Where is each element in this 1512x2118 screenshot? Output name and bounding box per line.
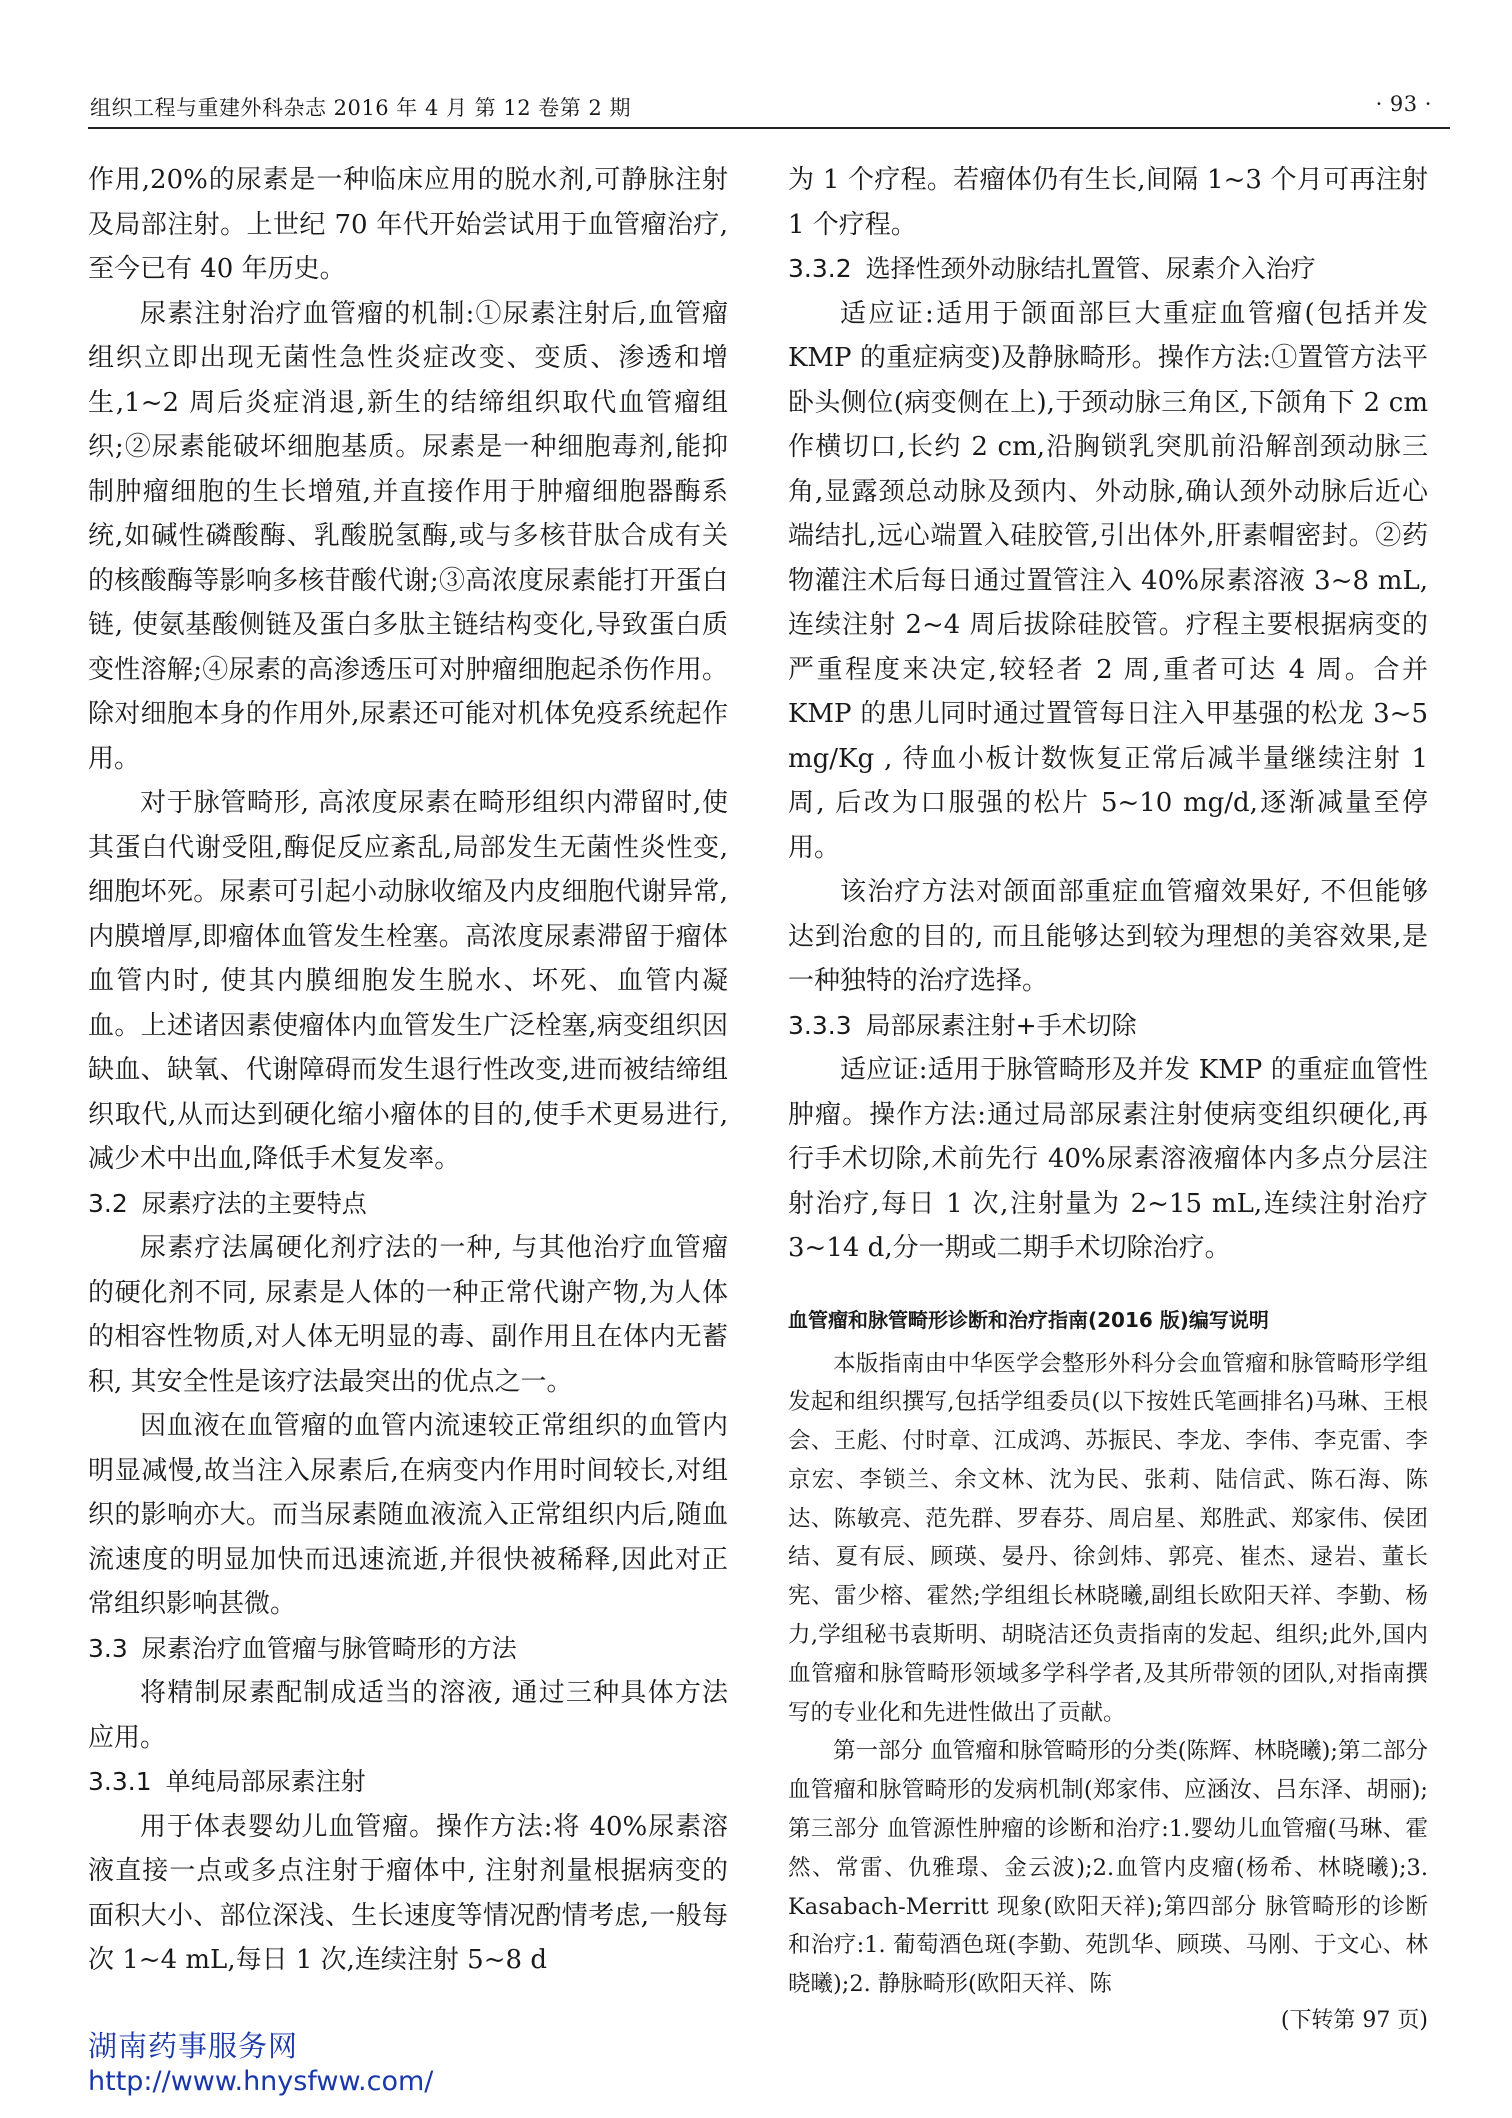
paragraph: 用于体表婴幼儿血管瘤。操作方法:将 40%尿素溶液直接一点或多点注射于瘤体中, 注射剂量根据病变的面积大小、部位深浅、生长速度等情况酌情考虑,一般每次 1~4 mL,每日 1 次,连续注射 5~8 d	[88, 1811, 728, 1975]
notice-box	[788, 1345, 1428, 2039]
section-title: 局部尿素注射+手术切除	[865, 1010, 1137, 1040]
section-heading-3-3-1	[88, 1760, 728, 1805]
site-watermark	[88, 2028, 433, 2100]
paragraph: 将精制尿素配制成适当的溶液, 通过三种具体方法应用。	[88, 1678, 728, 1753]
paragraph: 该治疗方法对颌面部重症血管瘤效果好, 不但能够达到治愈的目的, 而且能够达到较为理想的美容效果,是一种独特的治疗选择。	[788, 877, 1428, 996]
section-number: 3.3.3	[788, 1010, 852, 1040]
section-number: 3.3	[88, 1633, 128, 1663]
paragraph: 适应证:适用于颌面部巨大重症血管瘤(包括并发 KMP 的重症病变)及静脉畸形。操作方法:①置管方法平卧头侧位(病变侧在上),于颈动脉三角区,下颌角下 2 cm 作横切口,长约 2 cm,沿胸锁乳突肌前沿解剖颈动脉三角,显露颈总动脉及颈内、外动脉,确认颈外动脉后近心端结扎,远心端置入硅胶管,引出体外,肝素帽密封。②药物灌注术后每日通过置管注入 40%尿素溶液 3~8 mL,连续注射 2~4 周后拔除硅胶管。疗程主要根据病变的严重程度来决定,较轻者 2 周,重者可达 4 周。合并 KMP 的患儿同时通过置管每日注入甲基强的松龙 3~5 mg/Kg , 待血小板计数恢复正常后减半量继续注射 1 周, 后改为口服强的松片 5~10 mg/d,逐渐减量至停用。	[788, 298, 1428, 863]
right-column	[788, 158, 1428, 2038]
watermark-site-name: 湖南药事服务网	[88, 2029, 299, 2063]
header-divider	[88, 127, 1450, 129]
paragraph: 为 1 个疗程。若瘤体仍有生长,间隔 1~3 个月可再注射 1 个疗程。	[788, 165, 1428, 240]
notice-paragraph: 本版指南由中华医学会整形外科分会血管瘤和脉管畸形学组发起和组织撰写,包括学组委员(以下按姓氏笔画排名)马琳、王根会、王彪、付时章、江成鸿、苏振民、李龙、李伟、李克雷、李京宏、李锁兰、余文林、沈为民、张莉、陆信武、陈石海、陈达、陈敏亮、范先群、罗春芬、周启星、郑胜武、郑家伟、侯团结、夏有辰、顾瑛、晏丹、徐剑炜、郭亮、崔杰、逯岩、董长宪、雷少榕、霍然;学组组长林晓曦,副组长欧阳天祥、李勤、杨力,学组秘书袁斯明、胡晓洁还负责指南的发起、组织;此外,国内血管瘤和脉管畸形领域多学科学者,及其所带领的团队,对指南撰写的专业化和先进性做出了贡献。	[788, 1350, 1428, 1726]
section-heading-3-3-3	[788, 1004, 1428, 1049]
section-title: 单纯局部尿素注射	[165, 1767, 366, 1796]
running-header	[90, 92, 1450, 122]
page-number: · 93 ·	[1375, 92, 1432, 116]
notice-title: 血管瘤和脉管畸形诊断和治疗指南(2016 版)编写说明	[788, 1307, 1269, 1332]
paragraph: 作用,20%的尿素是一种临床应用的脱水剂,可静脉注射及局部注射。上世纪 70 年代开始尝试用于血管瘤治疗,至今已有 40 年历史。	[88, 165, 728, 284]
paragraph: 尿素疗法属硬化剂疗法的一种, 与其他治疗血管瘤的硬化剂不同, 尿素是人体的一种正常代谢产物,为人体的相容性物质,对人体无明显的毒、副作用且在体内无蓄积, 其安全性是该疗法最突出的优点之一。	[88, 1233, 728, 1397]
section-title: 尿素治疗血管瘤与脉管畸形的方法	[141, 1633, 517, 1663]
continued-note: (下转第 97 页)	[1280, 2008, 1428, 2034]
left-column	[88, 158, 728, 1983]
section-number: 3.2	[88, 1188, 128, 1218]
watermark-url[interactable]: http://www.hnysfww.com/	[88, 2066, 434, 2097]
notice-paragraph: 第一部分 血管瘤和脉管畸形的分类(陈辉、林晓曦);第二部分 血管瘤和脉管畸形的发病机制(郑家伟、应涵汝、吕东泽、胡丽);第三部分 血管源性肿瘤的诊断和治疗:1.婴幼儿血管瘤(马琳、霍然、常雷、仇雅璟、金云波);2.血管内皮瘤(杨希、林晓曦);3. Kasabach-Merritt 现象(欧阳天祥);第四部分 脉管畸形的诊断和治疗:1. 葡萄酒色斑(李勤、苑凯华、顾瑛、马刚、于文心、林晓曦);2. 静脉畸形(欧阳天祥、陈	[788, 1738, 1428, 1998]
journal-issue-line: 组织工程与重建外科杂志 2016 年 4 月 第 12 卷第 2 期	[90, 96, 631, 120]
section-title: 选择性颈外动脉结扎置管、尿素介入治疗	[865, 254, 1316, 283]
section-heading-3-2	[88, 1182, 728, 1227]
paragraph: 因血液在血管瘤的血管内流速较正常组织的血管内明显减慢,故当注入尿素后,在病变内作用时间较长,对组织的影响亦大。而当尿素随血液流入正常组织内后,随血流速度的明显加快而迅速流逝,并很快被稀释,因此对正常组织影响甚微。	[88, 1411, 728, 1619]
section-heading-3-3-2	[788, 247, 1428, 292]
paragraph: 适应证:适用于脉管畸形及并发 KMP 的重症血管性肿瘤。操作方法:通过局部尿素注射使病变组织硬化,再行手术切除,术前先行 40%尿素溶液瘤体内多点分层注射治疗,每日 1 次,注射量为 2~15 mL,连续注射治疗 3~14 d,分一期或二期手术切除治疗。	[788, 1055, 1428, 1263]
paragraph: 尿素注射治疗血管瘤的机制:①尿素注射后,血管瘤组织立即出现无菌性急性炎症改变、变质、渗透和增生,1~2 周后炎症消退,新生的结缔组织取代血管瘤组织;②尿素能破坏细胞基质。尿素是一种细胞毒剂,能抑制肿瘤细胞的生长增殖,并直接作用于肿瘤细胞器酶系统,如碱性磷酸酶、乳酸脱氢酶,或与多核苷肽合成有关的核酸酶等影响多核苷酸代谢;③高浓度尿素能打开蛋白链, 使氨基酸侧链及蛋白多肽主链结构变化,导致蛋白质变性溶解;④尿素的高渗透压可对肿瘤细胞起杀伤作用。除对细胞本身的作用外,尿素还可能对机体免疫系统起作用。	[88, 298, 728, 774]
section-heading-3-3	[88, 1627, 728, 1672]
section-title: 尿素疗法的主要特点	[141, 1188, 367, 1218]
paragraph: 对于脉管畸形, 高浓度尿素在畸形组织内滞留时,使其蛋白代谢受阻,酶促反应紊乱,局部发生无菌性炎性变,细胞坏死。尿素可引起小动脉收缩及内皮细胞代谢异常,内膜增厚,即瘤体血管发生栓塞。高浓度尿素滞留于瘤体血管内时, 使其内膜细胞发生脱水、坏死、血管内凝血。上述诸因素使瘤体内血管发生广泛栓塞,病变组织因缺血、缺氧、代谢障碍而发生退行性改变,进而被结缔组织取代,从而达到硬化缩小瘤体的目的,使手术更易进行,减少术中出血,降低手术复发率。	[88, 788, 728, 1174]
section-number: 3.3.1	[88, 1767, 152, 1796]
section-number: 3.3.2	[788, 254, 852, 283]
